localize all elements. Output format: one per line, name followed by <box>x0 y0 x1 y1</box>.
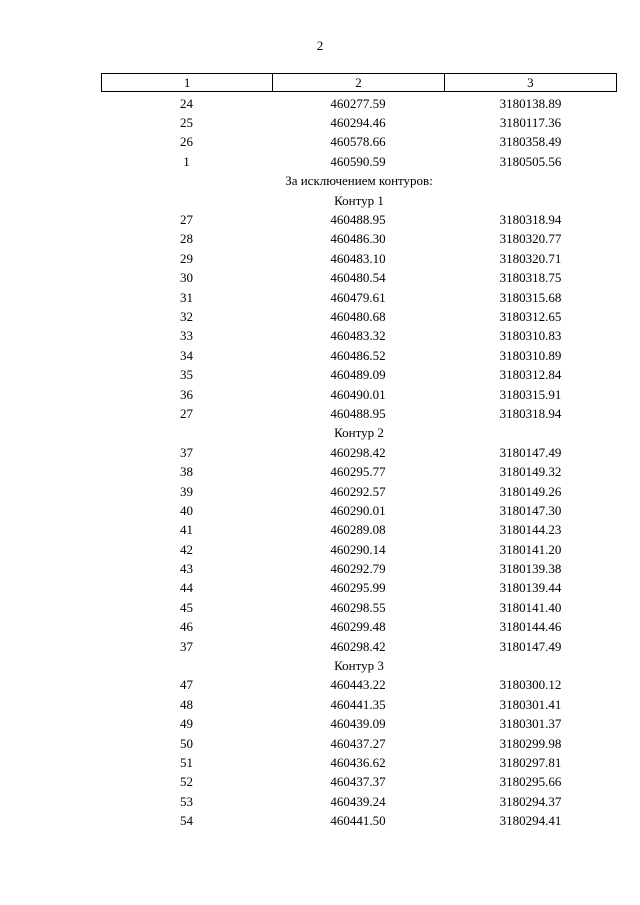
x-coordinate-cell: 460299.48 <box>330 619 386 635</box>
exclusion-title: За исключением контуров: <box>285 173 433 189</box>
table-row <box>101 618 617 637</box>
y-coordinate-cell: 3180358.49 <box>499 134 562 150</box>
x-coordinate-cell: 460486.52 <box>330 347 386 363</box>
x-coordinate-cell: 460590.59 <box>330 153 386 169</box>
point-number-cell: 46 <box>180 619 193 635</box>
table-row <box>101 462 617 481</box>
point-number-cell: 30 <box>180 270 193 286</box>
column-header-1: 1 <box>183 75 191 90</box>
x-coordinate-cell: 460295.77 <box>330 464 386 480</box>
table-row <box>101 579 617 598</box>
point-number-cell: 38 <box>180 464 193 480</box>
y-coordinate-cell: 3180138.89 <box>499 95 562 111</box>
x-coordinate-cell: 460483.10 <box>330 250 386 266</box>
x-coordinate-cell: 460489.09 <box>330 367 386 383</box>
table-row <box>101 230 617 249</box>
table-body <box>101 94 617 831</box>
table-row <box>101 152 617 171</box>
point-number-cell: 24 <box>180 95 193 111</box>
table-row <box>101 734 617 753</box>
y-coordinate-cell: 3180144.46 <box>499 619 562 635</box>
y-coordinate-cell: 3180139.38 <box>499 561 562 577</box>
x-coordinate-cell: 460298.42 <box>330 638 386 654</box>
table-row <box>101 695 617 714</box>
y-coordinate-cell: 3180312.65 <box>499 308 562 324</box>
x-coordinate-cell: 460441.35 <box>330 696 386 712</box>
point-number-cell: 25 <box>180 115 193 131</box>
table-row <box>101 753 617 772</box>
table-row <box>101 404 617 423</box>
point-number-cell: 45 <box>180 599 193 615</box>
table-row <box>101 676 617 695</box>
x-coordinate-cell: 460479.61 <box>330 289 386 305</box>
y-coordinate-cell: 3180141.20 <box>499 541 562 557</box>
x-coordinate-cell: 460439.09 <box>330 716 386 732</box>
y-coordinate-cell: 3180147.49 <box>499 638 562 654</box>
point-number-cell: 49 <box>180 716 193 732</box>
x-coordinate-cell: 460289.08 <box>330 522 386 538</box>
point-number-cell: 27 <box>180 212 193 228</box>
contour-3-title: Контур 3 <box>334 658 384 674</box>
x-coordinate-cell: 460443.22 <box>330 677 386 693</box>
y-coordinate-cell: 3180294.37 <box>499 793 562 809</box>
table-row <box>101 385 617 404</box>
x-coordinate-cell: 460480.54 <box>330 270 386 286</box>
y-coordinate-cell: 3180310.83 <box>499 328 562 344</box>
table-row <box>101 249 617 268</box>
point-number-cell: 26 <box>180 134 193 150</box>
y-coordinate-cell: 3180144.23 <box>499 522 562 538</box>
x-coordinate-cell: 460437.27 <box>330 735 386 751</box>
y-coordinate-cell: 3180301.37 <box>499 716 562 732</box>
y-coordinate-cell: 3180141.40 <box>499 599 562 615</box>
y-coordinate-cell: 3180149.26 <box>499 483 562 499</box>
x-coordinate-cell: 460486.30 <box>330 231 386 247</box>
x-coordinate-cell: 460290.01 <box>330 502 386 518</box>
y-coordinate-cell: 3180147.30 <box>499 502 562 518</box>
table-row <box>101 133 617 152</box>
table-row <box>101 113 617 132</box>
point-number-cell: 36 <box>180 386 193 402</box>
y-coordinate-cell: 3180312.84 <box>499 367 562 383</box>
x-coordinate-cell: 460295.99 <box>330 580 386 596</box>
table-row <box>101 715 617 734</box>
x-coordinate-cell: 460483.32 <box>330 328 386 344</box>
y-coordinate-cell: 3180320.77 <box>499 231 562 247</box>
y-coordinate-cell: 3180318.94 <box>499 212 562 228</box>
table-row <box>101 482 617 501</box>
column-header-3: 3 <box>444 74 616 91</box>
y-coordinate-cell: 3180301.41 <box>499 696 562 712</box>
y-coordinate-cell: 3180294.41 <box>499 813 562 829</box>
point-number-cell: 28 <box>180 231 193 247</box>
y-coordinate-cell: 3180147.49 <box>499 444 562 460</box>
point-number-cell: 54 <box>180 813 193 829</box>
x-coordinate-cell: 460298.55 <box>330 599 386 615</box>
table-row <box>101 540 617 559</box>
contour-2-title: Контур 2 <box>334 425 384 441</box>
x-coordinate-cell: 460292.57 <box>330 483 386 499</box>
column-header-2: 2 <box>272 74 443 91</box>
table-row <box>101 501 617 520</box>
x-coordinate-cell: 460436.62 <box>330 754 386 770</box>
point-number-cell: 31 <box>180 289 193 305</box>
x-coordinate-cell: 460441.50 <box>330 813 386 829</box>
point-number-cell: 1 <box>183 153 190 169</box>
y-coordinate-cell: 3180315.68 <box>499 289 562 305</box>
table-row <box>101 598 617 617</box>
point-number-cell: 50 <box>180 735 193 751</box>
table-row <box>101 559 617 578</box>
table-row <box>101 346 617 365</box>
coordinates-table <box>101 73 617 831</box>
x-coordinate-cell: 460294.46 <box>330 115 386 131</box>
point-number-cell: 35 <box>180 367 193 383</box>
table-row <box>101 443 617 462</box>
y-coordinate-cell: 3180295.66 <box>499 774 562 790</box>
x-coordinate-cell: 460488.95 <box>330 212 386 228</box>
table-row <box>101 327 617 346</box>
x-coordinate-cell: 460292.79 <box>330 561 386 577</box>
table-row <box>101 365 617 384</box>
point-number-cell: 37 <box>180 638 193 654</box>
y-coordinate-cell: 3180297.81 <box>499 754 562 770</box>
point-number-cell: 52 <box>180 774 193 790</box>
x-coordinate-cell: 460277.59 <box>330 95 386 111</box>
y-coordinate-cell: 3180310.89 <box>499 347 562 363</box>
table-row <box>101 269 617 288</box>
x-coordinate-cell: 460290.14 <box>330 541 386 557</box>
table-row <box>101 288 617 307</box>
point-number-cell: 53 <box>180 793 193 809</box>
x-coordinate-cell: 460490.01 <box>330 386 386 402</box>
y-coordinate-cell: 3180320.71 <box>499 250 562 266</box>
table-row <box>101 792 617 811</box>
y-coordinate-cell: 3180318.94 <box>499 405 562 421</box>
point-number-cell: 47 <box>180 677 193 693</box>
table-row <box>101 94 617 113</box>
table-row <box>101 773 617 792</box>
point-number-cell: 37 <box>180 444 193 460</box>
x-coordinate-cell: 460437.37 <box>330 774 386 790</box>
y-coordinate-cell: 3180300.12 <box>499 677 562 693</box>
y-coordinate-cell: 3180149.32 <box>499 464 562 480</box>
table-row <box>101 210 617 229</box>
point-number-cell: 48 <box>180 696 193 712</box>
x-coordinate-cell: 460488.95 <box>330 405 386 421</box>
table-row <box>101 521 617 540</box>
x-coordinate-cell: 460298.42 <box>330 444 386 460</box>
table-row <box>101 811 617 830</box>
point-number-cell: 29 <box>180 250 193 266</box>
point-number-cell: 42 <box>180 541 193 557</box>
point-number-cell: 40 <box>180 502 193 518</box>
page-number: 2 <box>316 38 324 53</box>
y-coordinate-cell: 3180299.98 <box>499 735 562 751</box>
y-coordinate-cell: 3180117.36 <box>499 115 562 131</box>
point-number-cell: 32 <box>180 308 193 324</box>
y-coordinate-cell: 3180139.44 <box>499 580 562 596</box>
point-number-cell: 44 <box>180 580 193 596</box>
point-number-cell: 33 <box>180 328 193 344</box>
x-coordinate-cell: 460480.68 <box>330 308 386 324</box>
x-coordinate-cell: 460578.66 <box>330 134 386 150</box>
point-number-cell: 27 <box>180 405 193 421</box>
contour-1-title: Контур 1 <box>334 192 384 208</box>
table-header-row <box>101 73 617 92</box>
point-number-cell: 51 <box>180 754 193 770</box>
y-coordinate-cell: 3180318.75 <box>499 270 562 286</box>
table-row <box>101 637 617 656</box>
table-row <box>101 307 617 326</box>
point-number-cell: 43 <box>180 561 193 577</box>
x-coordinate-cell: 460439.24 <box>330 793 386 809</box>
point-number-cell: 41 <box>180 522 193 538</box>
y-coordinate-cell: 3180505.56 <box>499 153 562 169</box>
y-coordinate-cell: 3180315.91 <box>499 386 562 402</box>
point-number-cell: 34 <box>180 347 193 363</box>
point-number-cell: 39 <box>180 483 193 499</box>
